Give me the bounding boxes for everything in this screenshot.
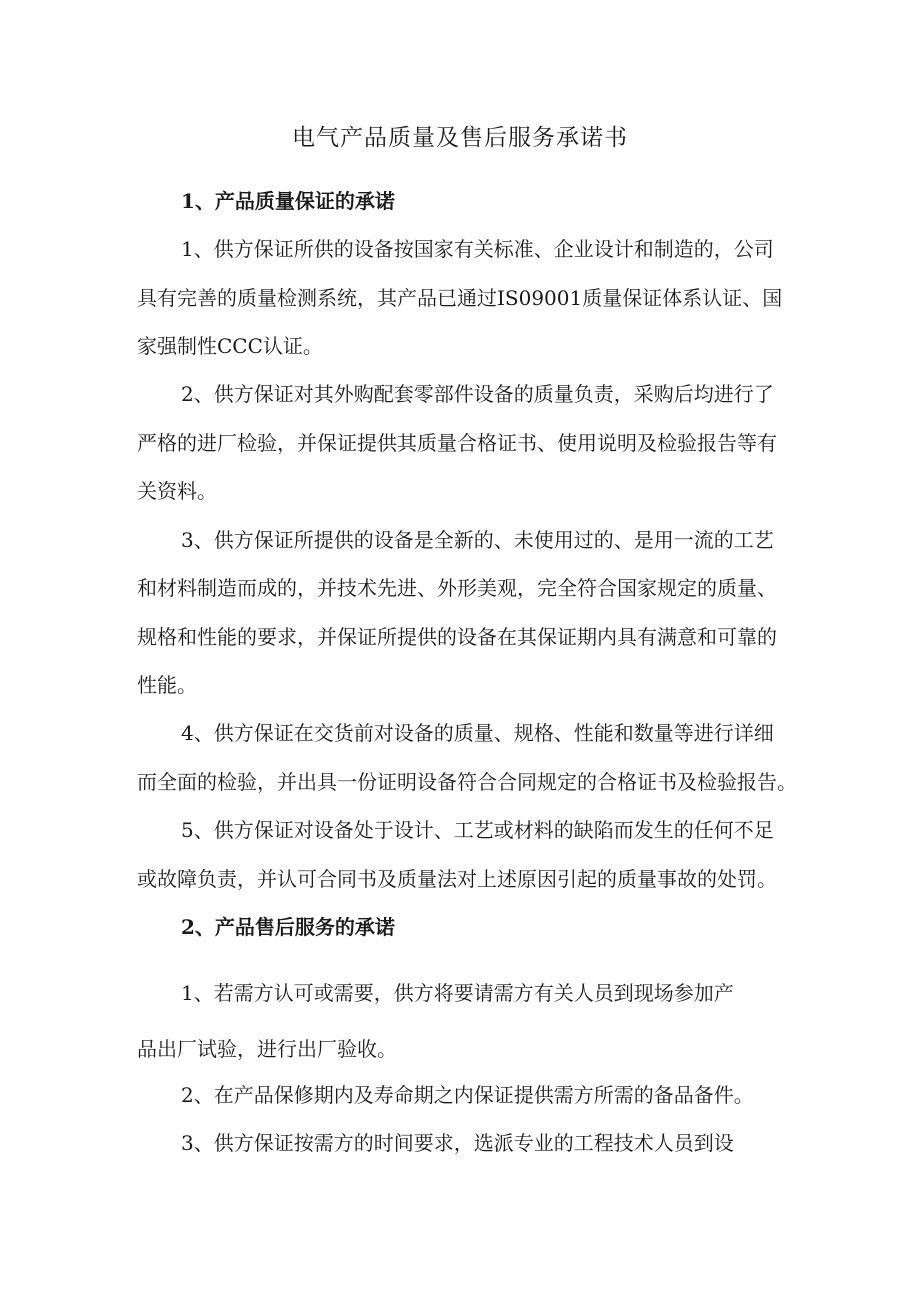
s1-p1-line-1: 1、供方保证所供的设备按国家有关标准、企业设计和制造的，公司: [181, 237, 774, 261]
s1-p2-line-2: 严格的进厂检验，并保证提供其质量合格证书、使用说明及检验报告等有: [137, 431, 777, 455]
s2-p1-line-1: 1、若需方认可或需要，供方将要请需方有关人员到现场参加产: [181, 981, 734, 1005]
s1-p4-line-2: 而全面的检验，并出具一份证明设备符合合同规定的合格证书及检验报告。: [137, 770, 797, 794]
section-1-heading: 1、产品质量保证的承诺: [181, 189, 395, 213]
s1-p1-line-2: 具有完善的质量检测系统，其产品已通过IS09001质量保证体系认证、国: [137, 286, 783, 310]
s1-p1-line-3: 家强制性CCC认证。: [137, 334, 323, 358]
s1-p5-line-1: 5、供方保证对设备处于设计、工艺或材料的缺陷而发生的任何不足: [181, 818, 774, 842]
s1-p3-line-1: 3、供方保证所提供的设备是全新的、未使用过的、是用一流的工艺: [181, 528, 774, 552]
document-title: 电气产品质量及售后服务承诺书: [292, 125, 628, 151]
s1-p3-line-4: 性能。: [137, 673, 197, 697]
s2-p1-line-2: 品出厂试验，进行出厂验收。: [137, 1037, 397, 1061]
s2-p2-line-1: 2、在产品保修期内及寿命期之内保证提供需方所需的备品备件。: [181, 1083, 754, 1107]
s1-p3-line-2: 和材料制造而成的，并技术先进、外形美观，完全符合国家规定的质量、: [137, 576, 777, 600]
s2-p3-line-1: 3、供方保证按需方的时间要求，选派专业的工程技术人员到设: [181, 1131, 734, 1155]
s1-p2-line-1: 2、供方保证对其外购配套零部件设备的质量负责，采购后均进行了: [181, 382, 774, 406]
s1-p4-line-1: 4、供方保证在交货前对设备的质量、规格、性能和数量等进行详细: [181, 721, 774, 745]
section-2-heading: 2、产品售后服务的承诺: [181, 915, 395, 939]
s1-p5-line-2: 或故障负责，并认可合同书及质量法对上述原因引起的质量事故的处罚。: [137, 867, 777, 891]
s1-p3-line-3: 规格和性能的要求，并保证所提供的设备在其保证期内具有满意和可靠的: [137, 625, 777, 649]
s1-p2-line-3: 关资料。: [137, 479, 217, 503]
